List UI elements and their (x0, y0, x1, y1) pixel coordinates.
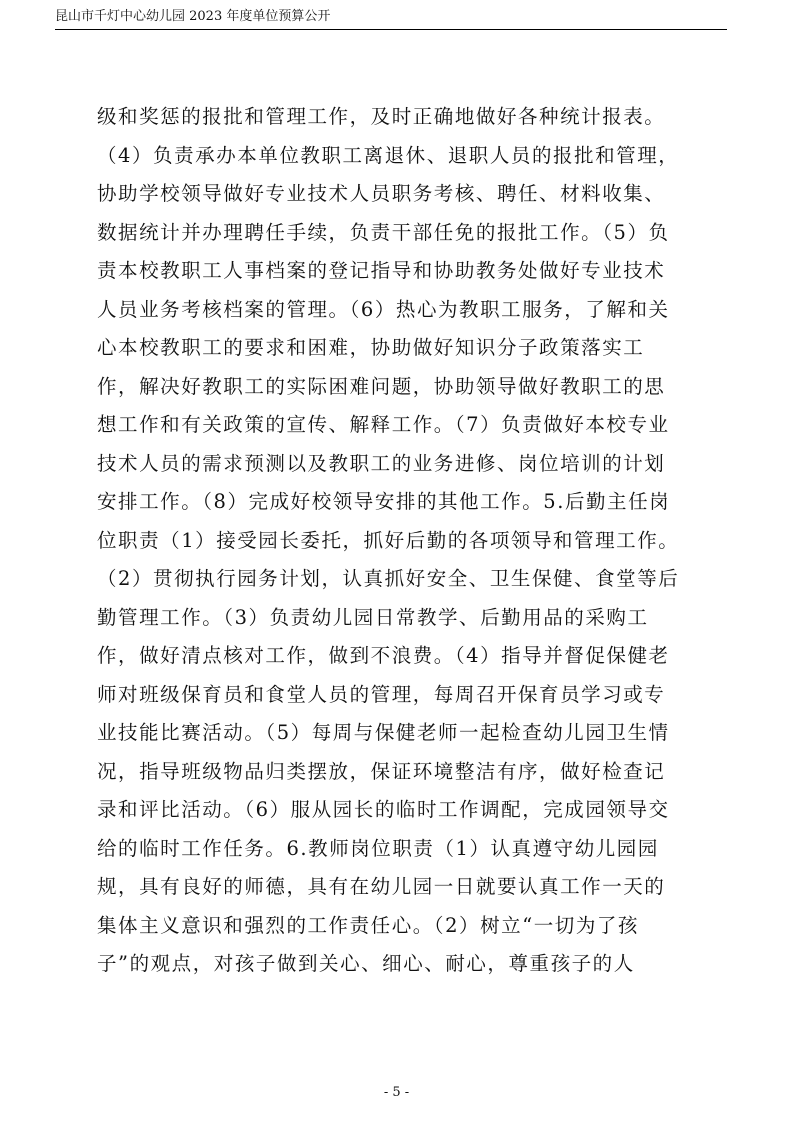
text-line: 给的临时工作任务。6.教师岗位职责（1）认真遵守幼儿园园 (97, 836, 659, 860)
text-line: 业技能比赛活动。（5）每周与保健老师一起检查幼儿园卫生情 (97, 721, 670, 744)
text-line: 级和奖惩的报批和管理工作，及时正确地做好各种统计报表。 (97, 105, 666, 128)
text-line: 心本校教职工的要求和困难，协助做好知识分子政策落实工 (97, 336, 645, 359)
text-line: 况，指导班级物品归类摆放，保证环境整洁有序，做好检查记 (97, 759, 666, 783)
text-line: （2）贯彻执行园务计划，认真抓好安全、卫生保健、食堂等后 (97, 567, 680, 590)
text-line: 师对班级保育员和食堂人员的管理，每周召开保育员学习或专 (97, 682, 666, 706)
text-line: 安排工作。（8）完成好校领导安排的其他工作。5.后勤主任岗 (97, 490, 671, 513)
text-line: 责本校教职工人事档案的登记指导和协助教务处做好专业技术 (97, 259, 666, 282)
text-line: 集体主义意识和强烈的工作责任心。（2）树立“一切为了孩 (97, 913, 639, 937)
text-line: 作，做好清点核对工作，做到不浪费。（4）指导并督促保健老 (97, 644, 670, 667)
text-line: 技术人员的需求预测以及教职工的业务进修、岗位培训的计划 (97, 451, 666, 475)
page-header: 昆山市千灯中心幼儿园 2023 年度单位预算公开 (55, 9, 331, 24)
text-line: 子”的观点，对孩子做到关心、细心、耐心，尊重孩子的人 (97, 952, 635, 975)
text-line: 作，解决好教职工的实际困难问题，协助领导做好教职工的思 (97, 374, 666, 398)
text-line: 勤管理工作。（3）负责幼儿园日常教学、后勤用品的采购工 (97, 605, 649, 629)
text-line: 协助学校领导做好专业技术人员职务考核、聘任、材料收集、 (97, 182, 666, 205)
page-number: - 5 - (383, 1085, 410, 1100)
text-line: 数据统计并办理聘任手续，负责干部任免的报批工作。（5）负 (97, 220, 670, 244)
header-divider (55, 29, 727, 30)
text-line: 位职责（1）接受园长委托，抓好后勤的各项领导和管理工作。 (97, 528, 680, 552)
text-line: 规，具有良好的师德，具有在幼儿园一日就要认真工作一天的 (97, 875, 666, 898)
text-line: 人员业务考核档案的管理。（6）热心为教职工服务，了解和关 (97, 297, 670, 321)
text-line: 想工作和有关政策的宣传、解释工作。（7）负责做好本校专业 (97, 413, 670, 436)
text-line: （4）负责承办本单位教职工离退休、退职人员的报批和管理， (97, 143, 680, 167)
text-line: 录和评比活动。（6）服从园长的临时工作调配，完成园领导交 (97, 798, 670, 821)
body-text (97, 98, 697, 984)
